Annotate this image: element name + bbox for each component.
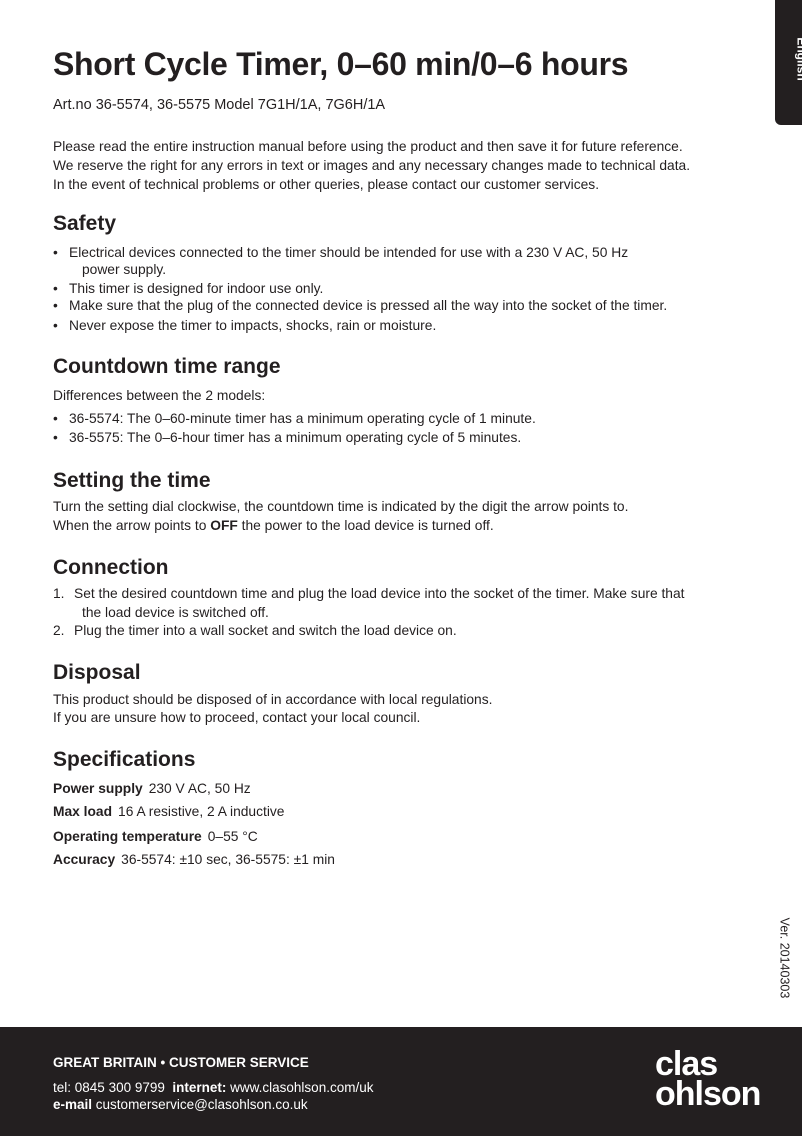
email-link[interactable]: customerservice@clasohlson.co.uk xyxy=(95,1097,308,1112)
disposal-line: This product should be disposed of in accordance with local regulations. xyxy=(53,692,493,707)
disposal-line: If you are unsure how to proceed, contact your local council. xyxy=(53,710,421,725)
logo-line: clas xyxy=(655,1045,718,1083)
intro-line: Please read the entire instruction manual before using the product and then save it for future reference. xyxy=(53,139,683,154)
page-title: Short Cycle Timer, 0–60 min/0–6 hours xyxy=(53,46,629,82)
footer-contact-line xyxy=(53,1080,373,1095)
internet-label: internet: xyxy=(172,1080,227,1095)
intro-paragraph xyxy=(53,137,690,194)
spec-row: Operating temperature 0–55 °C xyxy=(53,829,258,844)
list-item: • This timer is designed for indoor use only. xyxy=(53,281,324,296)
list-item: • 36-5575: The 0–6-hour timer has a minimum operating cycle of 5 minutes. xyxy=(53,430,522,445)
footer-email-line xyxy=(53,1097,308,1112)
email-label: e-mail xyxy=(53,1097,93,1112)
setting-heading: Setting the time xyxy=(53,469,211,492)
list-item: • Make sure that the plug of the connected device is pressed all the way into the socket of the timer. xyxy=(53,298,668,313)
tel-label: tel: xyxy=(53,1080,72,1095)
setting-line: When the arrow points to OFF the power to the load device is turned off. xyxy=(53,518,494,533)
language-tab xyxy=(775,0,809,125)
article-number: Art.no 36-5574, 36-5575 Model 7G1H/1A, 7G6H/1A xyxy=(53,97,386,113)
brand-logo xyxy=(655,1045,761,1113)
list-item-continuation: power supply. xyxy=(82,262,167,277)
footer xyxy=(0,1027,802,1136)
safety-heading: Safety xyxy=(53,212,117,235)
list-item: • Electrical devices connected to the timer should be intended for use with a 230 V AC, 50 Hz xyxy=(53,245,629,260)
countdown-heading: Countdown time range xyxy=(53,355,281,378)
disposal-heading: Disposal xyxy=(53,661,141,684)
language-tab-label: English xyxy=(794,37,809,81)
spec-row: Power supply 230 V AC, 50 Hz xyxy=(53,781,251,796)
website-link[interactable]: www.clasohlson.com/uk xyxy=(230,1080,374,1095)
spec-row: Accuracy 36-5574: ±10 sec, 36-5575: ±1 min xyxy=(53,852,335,867)
list-item: • 36-5574: The 0–60-minute timer has a minimum operating cycle of 1 minute. xyxy=(53,411,536,426)
footer-heading: GREAT BRITAIN • CUSTOMER SERVICE xyxy=(53,1055,309,1070)
specifications-heading: Specifications xyxy=(53,748,196,771)
version-label: Ver. 20140303 xyxy=(777,917,792,999)
list-item: 1. Set the desired countdown time and plug the load device into the socket of the timer. Make sure that xyxy=(53,586,685,601)
list-item: 2. Plug the timer into a wall socket and switch the load device on. xyxy=(53,623,457,638)
spec-row: Max load 16 A resistive, 2 A inductive xyxy=(53,804,285,819)
connection-heading: Connection xyxy=(53,556,169,579)
intro-line: In the event of technical problems or other queries, please contact our customer services. xyxy=(53,177,600,192)
countdown-intro: Differences between the 2 models: xyxy=(53,388,266,403)
intro-line: We reserve the right for any errors in text or images and any necessary changes made to technical data. xyxy=(53,158,691,173)
list-item-continuation: the load device is switched off. xyxy=(82,605,269,620)
list-item: • Never expose the timer to impacts, shocks, rain or moisture. xyxy=(53,318,437,333)
setting-line: Turn the setting dial clockwise, the countdown time is indicated by the digit the arrow points to. xyxy=(53,499,629,514)
logo-line: ohlson xyxy=(655,1075,761,1113)
phone-number[interactable]: 0845 300 9799 xyxy=(74,1080,165,1095)
